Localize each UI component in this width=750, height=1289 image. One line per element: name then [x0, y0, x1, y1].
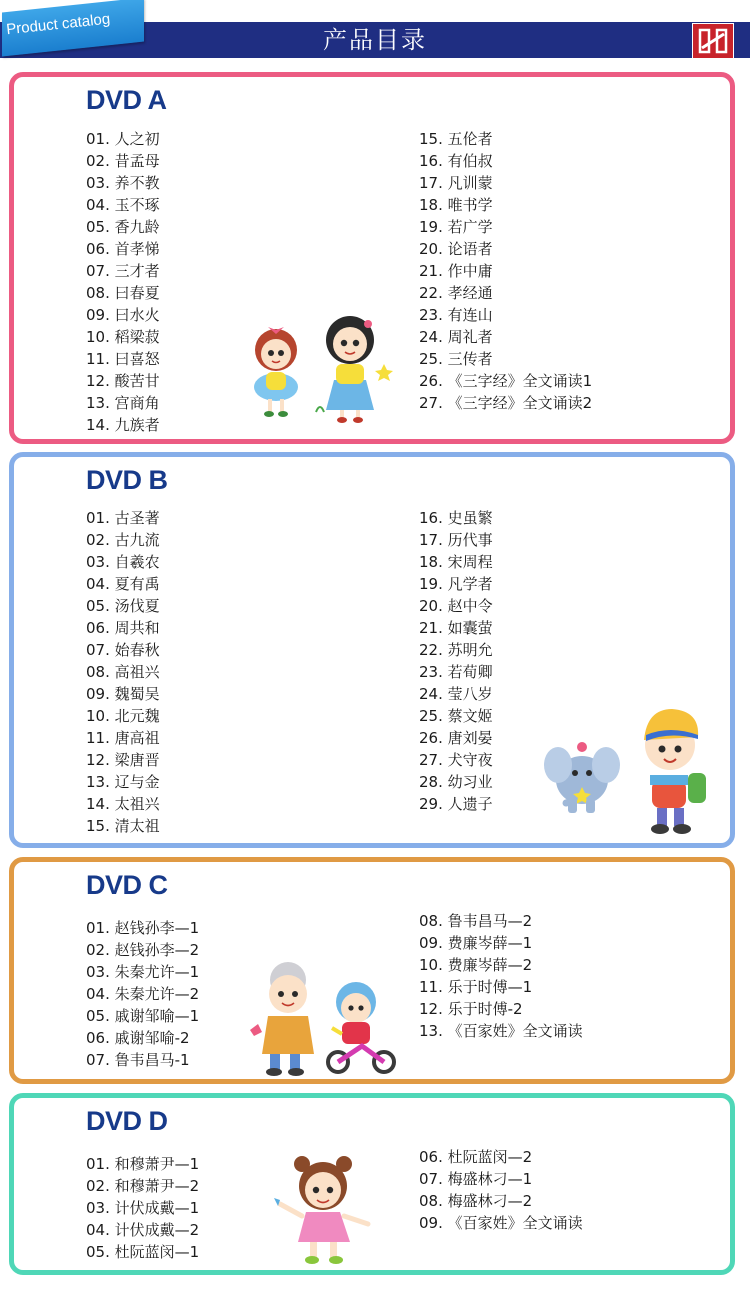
list-item: 23. 若荀卿 [419, 663, 493, 681]
list-item: 13. 《百家姓》全文诵读 [419, 1022, 583, 1040]
list-item: 26. 《三字经》全文诵读1 [419, 372, 593, 390]
list-item: 06. 杜阮蓝闵—2 [419, 1148, 533, 1166]
list-item: 12. 酸苦甘 [86, 372, 160, 390]
list-item: 09. 费廉岑薛—1 [419, 934, 533, 952]
list-item: 06. 周共和 [86, 619, 160, 637]
dvd-a-section [9, 72, 735, 444]
list-item: 05. 香九龄 [86, 218, 160, 236]
list-item: 05. 戚谢邹喻—1 [86, 1007, 200, 1025]
list-item: 17. 凡训蒙 [419, 174, 493, 192]
list-item: 05. 杜阮蓝闵—1 [86, 1243, 200, 1261]
list-item: 09. 《百家姓》全文诵读 [419, 1214, 583, 1232]
list-item: 13. 辽与金 [86, 773, 160, 791]
list-item: 02. 赵钱孙李—2 [86, 941, 200, 959]
list-item: 06. 戚谢邹喻-2 [86, 1029, 190, 1047]
list-item: 20. 赵中令 [419, 597, 493, 615]
dvd-b-right-list [419, 507, 493, 815]
list-item: 05. 汤伐夏 [86, 597, 160, 615]
list-item: 04. 计伏成戴—2 [86, 1221, 200, 1239]
dvd-d-title: DVD D [86, 1106, 168, 1136]
list-item: 01. 古圣著 [86, 509, 160, 527]
list-item: 07. 鲁韦昌马-1 [86, 1051, 190, 1069]
grandma-and-child-icon [244, 958, 399, 1080]
list-item: 11. 乐于时傅—1 [419, 978, 533, 996]
list-item: 08. 曰春夏 [86, 284, 160, 302]
list-item: 01. 人之初 [86, 130, 160, 148]
list-item: 08. 高祖兴 [86, 663, 160, 681]
two-cartoon-girls-icon [246, 302, 396, 427]
list-item: 23. 有连山 [419, 306, 493, 324]
list-item: 29. 人遗子 [419, 795, 493, 813]
list-item: 20. 论语者 [419, 240, 493, 258]
list-item: 16. 有伯叔 [419, 152, 493, 170]
list-item: 11. 曰喜怒 [86, 350, 160, 368]
list-item: 04. 玉不琢 [86, 196, 160, 214]
dancing-girl-icon [272, 1150, 382, 1272]
list-item: 13. 宫商角 [86, 394, 160, 412]
list-item: 11. 唐高祖 [86, 729, 160, 747]
list-item: 14. 太祖兴 [86, 795, 160, 813]
list-item: 12. 梁唐晋 [86, 751, 160, 769]
list-item: 01. 和穆萧尹—1 [86, 1155, 200, 1173]
dvd-a-left-list [86, 128, 160, 436]
list-item: 28. 幼习业 [419, 773, 493, 791]
list-item: 18. 唯书学 [419, 196, 493, 214]
dvd-d-section [9, 1093, 735, 1275]
dvd-d-right-list [419, 1146, 583, 1234]
list-item: 02. 和穆萧尹—2 [86, 1177, 200, 1195]
dvd-c-title: DVD C [86, 870, 168, 900]
dvd-b-left-list [86, 507, 160, 837]
list-item: 10. 稻梁菽 [86, 328, 160, 346]
list-item: 08. 梅盛林刁—2 [419, 1192, 533, 1210]
list-item: 09. 魏蜀吴 [86, 685, 160, 703]
list-item: 21. 如囊萤 [419, 619, 493, 637]
list-item: 03. 朱秦尤许—1 [86, 963, 200, 981]
list-item: 03. 自羲农 [86, 553, 160, 571]
list-item: 27. 犬守夜 [419, 751, 493, 769]
list-item: 21. 作中庸 [419, 262, 493, 280]
page-title: 产品目录 [323, 26, 427, 54]
list-item: 07. 始春秋 [86, 641, 160, 659]
list-item: 01. 赵钱孙李—1 [86, 919, 200, 937]
dvd-c-section [9, 857, 735, 1084]
list-item: 24. 莹八岁 [419, 685, 493, 703]
dvd-b-title: DVD B [86, 465, 168, 495]
list-item: 22. 孝经通 [419, 284, 493, 302]
list-item: 07. 三才者 [86, 262, 160, 280]
list-item: 22. 苏明允 [419, 641, 493, 659]
brand-logo-icon [692, 23, 734, 59]
list-item: 26. 唐刘晏 [419, 729, 493, 747]
list-item: 02. 昔孟母 [86, 152, 160, 170]
dvd-a-right-list [419, 128, 592, 414]
dvd-b-section [9, 452, 735, 848]
dvd-d-left-list [86, 1153, 199, 1263]
list-item: 25. 蔡文姬 [419, 707, 493, 725]
list-item: 07. 梅盛林刁—1 [419, 1170, 533, 1188]
list-item: 03. 计伏成戴—1 [86, 1199, 200, 1217]
list-item: 10. 北元魏 [86, 707, 160, 725]
list-item: 16. 史虽繁 [419, 509, 493, 527]
list-item: 19. 若广学 [419, 218, 493, 236]
list-item: 02. 古九流 [86, 531, 160, 549]
list-item: 27. 《三字经》全文诵读2 [419, 394, 593, 412]
dvd-c-right-list [419, 910, 583, 1042]
dvd-a-title: DVD A [86, 85, 167, 115]
list-item: 15. 清太祖 [86, 817, 160, 835]
list-item: 03. 养不教 [86, 174, 160, 192]
list-item: 19. 凡学者 [419, 575, 493, 593]
list-item: 06. 首孝悌 [86, 240, 160, 258]
list-item: 09. 曰水火 [86, 306, 160, 324]
list-item: 12. 乐于时傅-2 [419, 1000, 523, 1018]
list-item: 10. 费廉岑薛—2 [419, 956, 533, 974]
list-item: 25. 三传者 [419, 350, 493, 368]
list-item: 24. 周礼者 [419, 328, 493, 346]
list-item: 04. 夏有禹 [86, 575, 160, 593]
product-catalog-label: Product catalog [5, 10, 111, 39]
list-item: 15. 五伦者 [419, 130, 493, 148]
list-item: 08. 鲁韦昌马—2 [419, 912, 533, 930]
list-item: 18. 宋周程 [419, 553, 493, 571]
list-item: 04. 朱秦尤许—2 [86, 985, 200, 1003]
list-item: 17. 历代事 [419, 531, 493, 549]
list-item: 14. 九族者 [86, 416, 160, 434]
dvd-c-left-list [86, 917, 199, 1071]
boy-and-elephant-icon [542, 695, 717, 843]
